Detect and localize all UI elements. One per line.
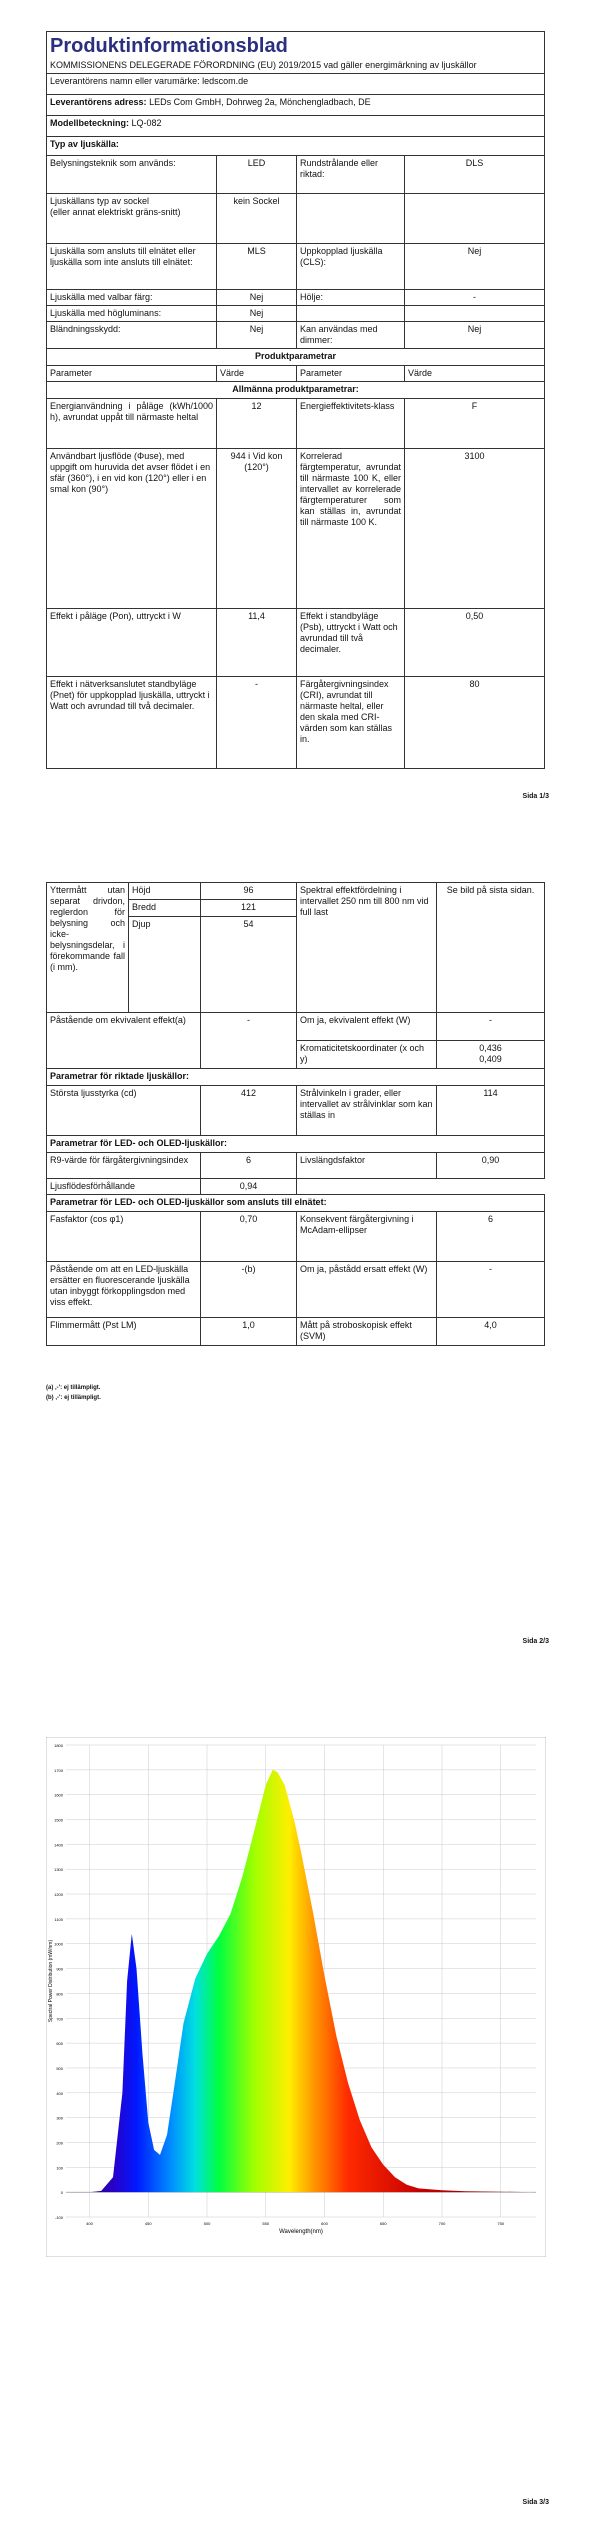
y-tick-label: 0 — [60, 2190, 63, 2196]
mains-value: MLS — [217, 244, 297, 290]
spectral-value: Se bild på sista sidan. — [437, 883, 545, 1013]
y-tick-label: 800 — [56, 1991, 63, 1997]
flux-maintenance-label: Ljusflödesförhållande — [47, 1179, 201, 1195]
cls-label: Uppkopplad ljuskälla (CLS): — [297, 244, 405, 290]
survival-label: Livslängdsfaktor — [297, 1153, 437, 1179]
type-header: Typ av ljuskälla: — [47, 137, 545, 156]
svm-label: Mått på stroboskopisk effekt (SVM) — [297, 1318, 437, 1346]
power-factor-value: 0,70 — [201, 1212, 297, 1262]
x-tick-label: 600 — [321, 2221, 328, 2226]
socket-label-note: (eller annat elektriskt gräns-snitt) — [50, 207, 181, 217]
model-value: LQ-082 — [131, 118, 162, 128]
y-tick-label: 1500 — [54, 1817, 63, 1823]
x-tick-label: 550 — [262, 2221, 270, 2226]
survival-value: 0,90 — [437, 1153, 545, 1179]
high-luminance-label: Ljuskälla med högluminans: — [47, 306, 217, 322]
col-header-param: Parameter — [47, 366, 217, 382]
equiv-power-value: - — [437, 1013, 545, 1041]
useful-flux-label: Användbart ljusflöde (Φuse), med uppgift om huruvida det avser flödet i en sfär (360°), i en vid kon (120°) eller i en smal kon (90°) — [47, 449, 217, 609]
col-header-value: Värde — [405, 366, 545, 382]
x-tick-label: 500 — [203, 2221, 211, 2226]
cri-label: Färgåtergivningsindex (CRI), avrundat till närmaste heltal, eller den skala med CRI-värden som kan ställas in. — [297, 677, 405, 769]
y-tick-label: 700 — [56, 2016, 63, 2022]
table-row — [47, 322, 545, 349]
page-1 — [0, 0, 595, 820]
y-tick-label: 300 — [56, 2115, 63, 2121]
peak-intensity-value: 412 — [201, 1086, 297, 1136]
socket-value: kein Sockel — [217, 194, 297, 244]
y-tick-label: 500 — [56, 2065, 63, 2071]
power-factor-label: Fasfaktor (cos φ1) — [47, 1212, 201, 1262]
on-mode-power-value: 11,4 — [217, 609, 297, 677]
y-tick-label: 1000 — [54, 1941, 63, 1947]
dim-width-value: 121 — [201, 900, 297, 917]
color-consistency-value: 6 — [437, 1212, 545, 1262]
dimmable-value: Nej — [405, 322, 545, 349]
footnotes — [46, 1383, 101, 1403]
mains-label: Ljuskälla som ansluts till elnätet eller ljuskälla som inte ansluts till elnätet: — [47, 244, 217, 290]
y-tick-label: 1700 — [54, 1767, 63, 1773]
y-tick-label: 200 — [56, 2140, 63, 2146]
footnote-a: (a) ‚-': ej tillämpligt. — [46, 1385, 101, 1391]
page-number: Sida 3/3 — [522, 2499, 549, 2506]
energy-use-label: Energianvändning i påläge (kWh/1000 h), avrundat uppåt till närmaste heltal — [47, 399, 217, 449]
svm-value: 4,0 — [437, 1318, 545, 1346]
high-luminance-value: Nej — [217, 306, 297, 322]
supplier-address: LEDs Com GmbH, Dohrweg 2a, Mönchengladbach, DE — [149, 97, 371, 107]
y-tick-label: 600 — [56, 2041, 63, 2047]
product-info-table — [46, 31, 545, 769]
led-header: Parametrar för LED- och OLED-ljuskällor: — [47, 1136, 545, 1153]
color-consistency-label: Konsekvent färgåtergivning i McAdam-ellipser — [297, 1212, 437, 1262]
x-tick-label: 400 — [86, 2221, 93, 2226]
spectrum-area — [66, 1770, 536, 2192]
supplier-brand: Leverantörens namn eller varumärke: ledscom.de — [47, 74, 545, 95]
dimensions-label: Yttermått utan separat drivdon, reglerdon för belysning och icke-belysningsdelar, i förekommande fall (i mm). — [47, 883, 129, 1013]
table-row — [47, 290, 545, 306]
energy-class-value: F — [405, 399, 545, 449]
page-title: Produktinformationsblad — [50, 35, 288, 57]
table-row — [47, 194, 545, 244]
network-standby-label: Effekt i nätverksanslutet standbyläge (Pnet) för uppkopplad ljuskälla, uttryckt i Watt och avrundad till två decimaler. — [47, 677, 217, 769]
cls-value: Nej — [405, 244, 545, 290]
equiv-claim-value: - — [201, 1013, 297, 1069]
dim-depth-value: 54 — [201, 917, 297, 1013]
directional-header: Parametrar för riktade ljuskällor: — [47, 1069, 545, 1086]
table-row — [47, 244, 545, 290]
table-row — [47, 677, 545, 769]
flux-maintenance-value: 0,94 — [201, 1179, 297, 1195]
color-tunable-label: Ljuskälla med valbar färg: — [47, 290, 217, 306]
y-tick-label: 400 — [56, 2090, 63, 2096]
spectral-label: Spektral effektfördelning i intervallet 250 nm till 800 nm vid full last — [297, 883, 437, 1013]
energy-use-value: 12 — [217, 399, 297, 449]
replaced-power-value: - — [437, 1262, 545, 1318]
table-row — [47, 399, 545, 449]
envelope-label: Hölje: — [297, 290, 405, 306]
r9-label: R9-värde för färgåtergivningsindex — [47, 1153, 201, 1179]
chromaticity-value — [437, 1041, 545, 1069]
color-tunable-value: Nej — [217, 290, 297, 306]
mains-header: Parametrar för LED- och OLED-ljuskällor som ansluts till elnätet: — [47, 1195, 545, 1212]
page-number: Sida 1/3 — [522, 793, 549, 800]
fluorescent-claim-label: Påstående om att en LED-ljuskälla ersätter en fluorescerande ljuskälla utan inbyggt förkopplingsdon med viss effekt. — [47, 1262, 201, 1318]
directional-value: DLS — [405, 156, 545, 194]
page-2 — [0, 845, 595, 1665]
socket-label: Ljuskällans typ av sockel — [50, 196, 150, 206]
cct-value: 3100 — [405, 449, 545, 609]
supplier-address-row — [47, 95, 545, 116]
dim-height-value: 96 — [201, 883, 297, 900]
footnote-b: (b) ‚-': ej tillämpligt. — [46, 1395, 101, 1401]
lighting-tech-label: Belysningsteknik som används: — [47, 156, 217, 194]
y-tick-label: 100 — [56, 2165, 63, 2171]
y-tick-label: 1200 — [54, 1892, 63, 1898]
page-3 — [0, 1680, 595, 2526]
empty-cell — [405, 194, 545, 244]
standby-power-label: Effekt i standbyläge (Psb), uttryckt i Watt och avrundad till två decimaler. — [297, 609, 405, 677]
y-axis-label: Spectral Power Distribution (mW/nm) — [48, 1939, 54, 2023]
empty-cell — [297, 306, 405, 322]
y-tick-label: 1100 — [54, 1916, 63, 1922]
standby-power-value: 0,50 — [405, 609, 545, 677]
y-tick-label: 1400 — [54, 1842, 63, 1848]
empty-cell — [405, 306, 545, 322]
cct-label: Korrelerad färgtemperatur, avrundat till närmaste 100 K, eller intervallet av korrelerade färgtemperaturer som kan ställas in, avrundat till närmaste 100 K. — [297, 449, 405, 609]
chromaticity-label: Kromaticitetskoordinater (x och y) — [297, 1041, 437, 1069]
x-tick-label: 700 — [438, 2221, 446, 2226]
on-mode-power-label: Effekt i påläge (Pon), uttryckt i W — [47, 609, 217, 677]
x-axis-label: Wavelength(nm) — [279, 2229, 323, 2235]
fluorescent-claim-value: -(b) — [201, 1262, 297, 1318]
y-tick-label: 1600 — [54, 1792, 63, 1798]
spectrum-chart — [46, 1737, 546, 2257]
network-standby-value: - — [217, 677, 297, 769]
supplier-address-label: Leverantörens adress: — [50, 97, 147, 107]
x-tick-label: 750 — [497, 2221, 505, 2226]
r9-value: 6 — [201, 1153, 297, 1179]
params-header: Produktparametrar — [47, 349, 545, 366]
peak-intensity-label: Största ljusstyrka (cd) — [47, 1086, 201, 1136]
chroma-x: 0,436 — [479, 1043, 502, 1053]
table-row — [47, 449, 545, 609]
equiv-claim-label: Påstående om ekvivalent effekt(a) — [47, 1013, 201, 1069]
empty-cell — [437, 1179, 545, 1195]
equiv-power-label: Om ja, ekvivalent effekt (W) — [297, 1013, 437, 1041]
dim-height-label: Höjd — [129, 883, 201, 900]
directional-label: Rundstrålande eller riktad: — [297, 156, 405, 194]
title-cell — [47, 32, 545, 74]
product-info-table-2 — [46, 882, 545, 1346]
y-tick-label: -100 — [54, 2215, 63, 2220]
y-tick-label: 1300 — [54, 1867, 63, 1873]
empty-cell — [297, 194, 405, 244]
x-tick-label: 650 — [379, 2221, 387, 2226]
spectrum-svg — [46, 1737, 546, 2257]
table-row — [47, 306, 545, 322]
cri-value: 80 — [405, 677, 545, 769]
anti-glare-label: Bländningsskydd: — [47, 322, 217, 349]
beam-angle-label: Strålvinkeln i grader, eller intervallet av strålvinklar som kan ställas in — [297, 1086, 437, 1136]
anti-glare-value: Nej — [217, 322, 297, 349]
empty-cell — [297, 1179, 437, 1195]
flicker-value: 1,0 — [201, 1318, 297, 1346]
col-header-param: Parameter — [297, 366, 405, 382]
y-tick-label: 1800 — [54, 1743, 63, 1748]
table-row — [47, 609, 545, 677]
socket-label-cell — [47, 194, 217, 244]
model-row — [47, 116, 545, 137]
dimmable-label: Kan användas med dimmer: — [297, 322, 405, 349]
model-label: Modellbeteckning: — [50, 118, 130, 128]
page-number: Sida 2/3 — [522, 1638, 549, 1645]
useful-flux-value: 944 i Vid kon (120°) — [217, 449, 297, 609]
flicker-label: Flimmermått (Pst LM) — [47, 1318, 201, 1346]
x-tick-label: 450 — [144, 2221, 152, 2226]
dim-depth-label: Djup — [129, 917, 201, 1013]
general-header: Allmänna produktparametrar: — [47, 382, 545, 399]
envelope-value: - — [405, 290, 545, 306]
replaced-power-label: Om ja, påstådd ersatt effekt (W) — [297, 1262, 437, 1318]
regulation-subtitle: KOMMISSIONENS DELEGERADE FÖRORDNING (EU) 2019/2015 vad gäller energimärkning av ljuskällor — [50, 60, 477, 70]
col-header-value: Värde — [217, 366, 297, 382]
table-row — [47, 156, 545, 194]
chroma-y: 0,409 — [479, 1054, 502, 1064]
y-tick-label: 900 — [56, 1966, 63, 1972]
energy-class-label: Energieffektivitets-klass — [297, 399, 405, 449]
beam-angle-value: 114 — [437, 1086, 545, 1136]
dim-width-label: Bredd — [129, 900, 201, 917]
lighting-tech-value: LED — [217, 156, 297, 194]
